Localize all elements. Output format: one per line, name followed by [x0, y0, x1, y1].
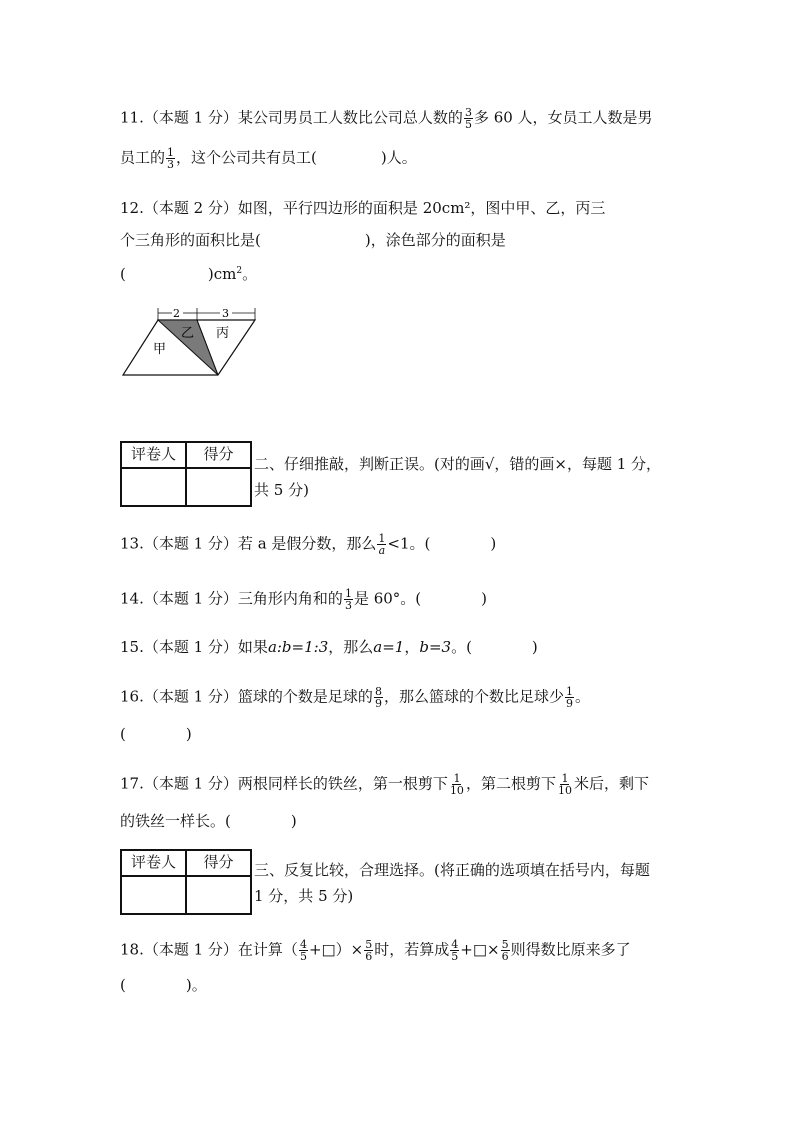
q16-suffix: 。 — [574, 687, 590, 706]
q16-line2 — [120, 724, 192, 744]
q18-fraction-4-5-b: $\frac{4}{5}$ — [451, 938, 459, 963]
q12-unit-sup: 2 — [236, 266, 243, 276]
q14-fraction-1-3: $\frac{1}{3}$ — [344, 587, 352, 612]
q16-mid: ，那么篮球的个数比足球少 — [383, 687, 564, 706]
q15-a-eq: a=1 — [373, 638, 405, 656]
q15 — [120, 637, 538, 657]
q12-text-b: )，涂色部分的面积是 — [364, 231, 506, 249]
q17-fraction-1-10-a: $\frac{1}{10}$ — [449, 772, 464, 797]
section2-score-table — [120, 441, 252, 507]
q12-parallelogram-figure — [118, 300, 288, 380]
dim-label-3: 3 — [222, 307, 229, 320]
q11-fraction-1-3: $\frac{1}{3}$ — [167, 146, 175, 171]
q17-fraction-1-10-b: $\frac{1}{10}$ — [557, 772, 572, 797]
label-bing: 丙 — [216, 326, 230, 341]
q14 — [120, 588, 487, 611]
q11-mid: 多 60 人，女员工人数是男 — [473, 108, 653, 127]
q15-b-eq: b=3 — [419, 638, 452, 656]
q14-text: 14.（本题 1 分）三角形内角和的 — [120, 589, 343, 608]
q15-close: ) — [531, 638, 538, 656]
q13 — [120, 533, 496, 556]
q11-line1 — [120, 107, 653, 130]
q18-close: )。 — [185, 976, 207, 994]
q18-open: ( — [120, 976, 126, 994]
q16-fraction-8-9: $\frac{8}{9}$ — [374, 685, 382, 710]
section2-heading — [254, 451, 661, 503]
q15-text: 15.（本题 1 分）如果 — [120, 638, 268, 656]
q12-line3 — [120, 261, 257, 284]
dim-label-2: 2 — [173, 307, 180, 320]
q13-fraction-1-a: $\frac{1}{a}$ — [378, 532, 386, 557]
score-cell[interactable] — [186, 468, 251, 506]
q17-close: ) — [290, 812, 297, 830]
q12-text-c: ( — [120, 265, 126, 283]
q16-close: ) — [185, 725, 192, 743]
score-header: 得分 — [186, 442, 251, 468]
q11-line2 — [120, 147, 417, 170]
q17-line1 — [120, 773, 649, 796]
q15-mid: ，那么 — [328, 638, 374, 656]
score-cell[interactable] — [186, 876, 251, 914]
q18-line1 — [120, 939, 631, 962]
q11-line2-text-b: ，这个公司共有员工( — [176, 148, 317, 167]
q15-comma: ， — [404, 638, 420, 656]
q16-open: ( — [120, 725, 126, 743]
section3-line1: 三、反复比较，合理选择。(将正确的选项填在括号内，每题 — [254, 861, 650, 879]
q13-close: ) — [490, 534, 497, 553]
q16-line1 — [120, 686, 590, 709]
q17-line2 — [120, 811, 297, 831]
q12-text-a: 个三角形的面积比是( — [120, 231, 261, 249]
q18-mid: 时，若算成 — [374, 940, 450, 959]
q11-fraction-3-5: $\frac{3}{5}$ — [464, 106, 472, 131]
q16-fraction-1-9: $\frac{1}{9}$ — [565, 685, 573, 710]
label-jia: 甲 — [153, 342, 167, 357]
grader-cell[interactable] — [121, 468, 186, 506]
section2-line1: 二、仔细推敲，判断正误。(对的画√，错的画×，每题 1 分， — [254, 455, 662, 473]
q14-close: ) — [481, 589, 488, 608]
q18-expr-a: +□）× — [308, 940, 364, 959]
section3-line2: 1 分，共 5 分) — [254, 887, 354, 905]
q18-fraction-5-6-a: $\frac{5}{6}$ — [365, 938, 373, 963]
q13-text: 13.（本题 1 分）若 a 是假分数，那么 — [120, 534, 377, 553]
q11-line2-text: 员工的 — [120, 148, 166, 167]
q18-expr-b: +□× — [460, 940, 500, 959]
grader-header: 评卷人 — [121, 442, 186, 468]
q16-text: 16.（本题 1 分）篮球的个数是足球的 — [120, 687, 373, 706]
q11-line2-text-c: )人。 — [380, 148, 417, 167]
q12-unit: )cm — [207, 265, 237, 283]
q18-fraction-4-5-a: $\frac{4}{5}$ — [299, 938, 307, 963]
q18-line2 — [120, 975, 207, 995]
q17-suffix: 米后，剩下 — [573, 774, 649, 793]
q18-suffix: 则得数比原来多了 — [510, 940, 631, 959]
q12-text-d: 。 — [242, 265, 258, 283]
q12-line1: 12.（本题 2 分）如图，平行四边形的面积是 20cm²，图中甲、乙，丙三 — [120, 199, 606, 217]
q18-fraction-5-6-b: $\frac{5}{6}$ — [501, 938, 509, 963]
section3-heading — [254, 857, 650, 909]
grader-cell[interactable] — [121, 876, 186, 914]
q14-suffix: 是 60°。( — [353, 589, 422, 608]
q17-mid: ，第二根剪下 — [465, 774, 556, 793]
q12-line2 — [120, 230, 506, 250]
q17-text-b: 的铁丝一样长。( — [120, 812, 231, 830]
q13-suffix: <1。( — [387, 534, 431, 553]
score-header: 得分 — [186, 850, 251, 876]
section3-score-table — [120, 849, 252, 915]
label-yi: 乙 — [181, 326, 195, 341]
q15-suffix: 。( — [451, 638, 472, 656]
section2-line2: 共 5 分) — [254, 481, 309, 499]
q11-prefix: 11.（本题 1 分）某公司男员工人数比公司总人数的 — [120, 108, 463, 127]
grader-header: 评卷人 — [121, 850, 186, 876]
q15-ratio: a:b=1:3 — [267, 638, 329, 656]
q18-text: 18.（本题 1 分）在计算（ — [120, 940, 298, 959]
q17-text: 17.（本题 1 分）两根同样长的铁丝，第一根剪下 — [120, 774, 448, 793]
